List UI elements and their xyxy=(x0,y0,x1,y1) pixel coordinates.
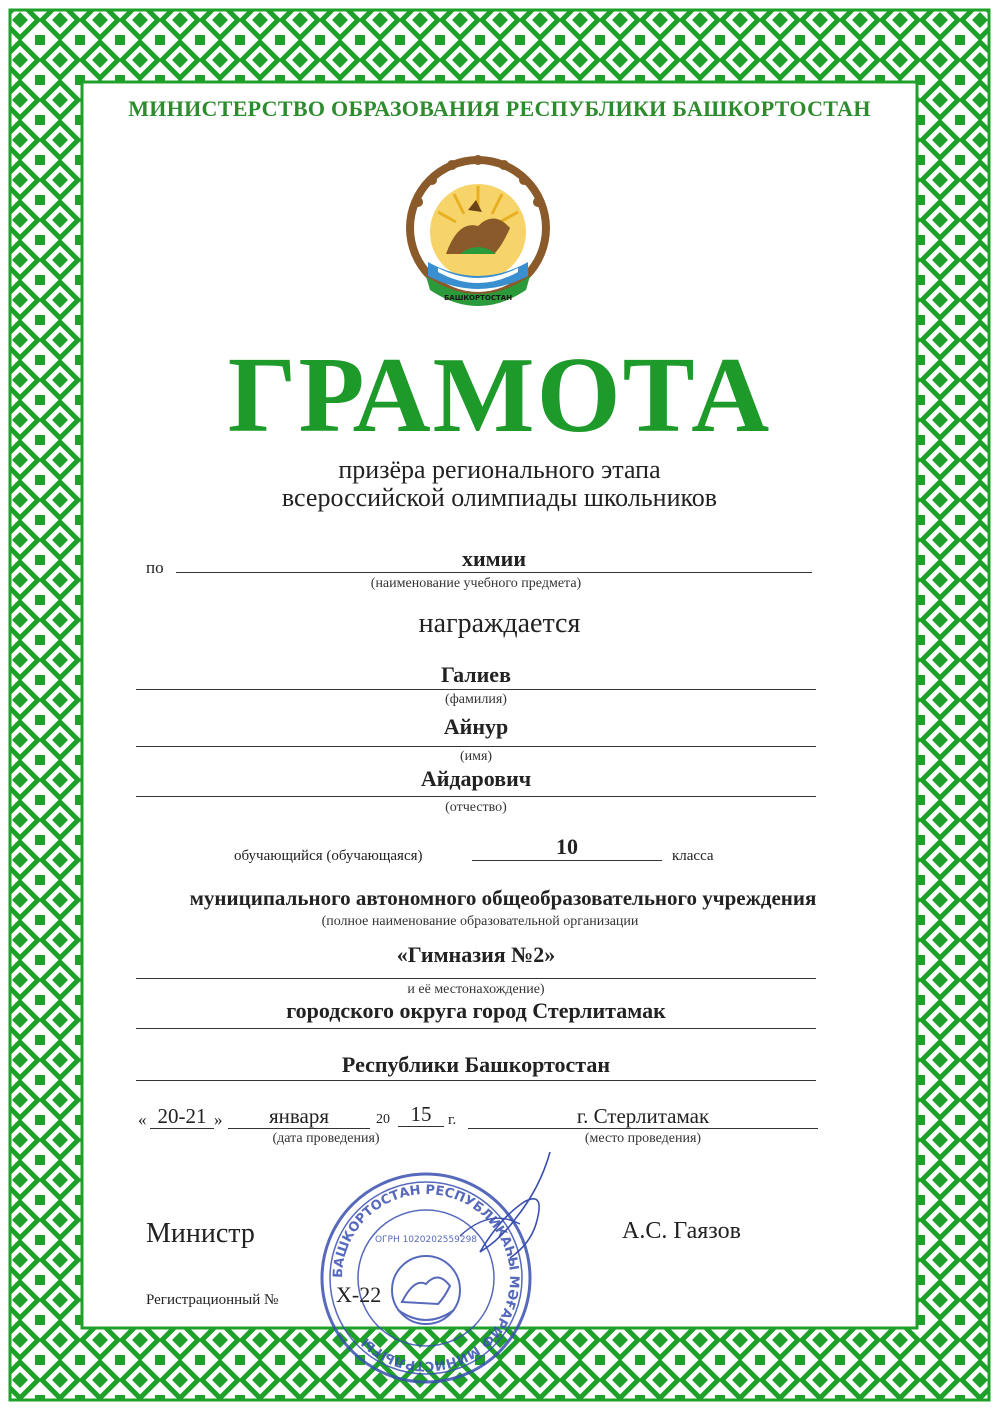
date-days-line xyxy=(150,1128,214,1129)
place-line xyxy=(468,1128,818,1129)
ministry-header: МИНИСТЕРСТВО ОБРАЗОВАНИЯ РЕСПУБЛИКИ БАШКОРТОСТАН xyxy=(128,96,871,121)
place-value: г. Стерлитамак xyxy=(576,1104,710,1128)
grade-line xyxy=(472,860,662,861)
signature-icon xyxy=(420,1148,570,1268)
date-open-quote: « xyxy=(138,1110,147,1129)
grade-prefix: обучающийся (обучающаяся) xyxy=(234,848,423,864)
stamp-ring-text: БАШКОРТОСТАН РЕСПУБЛИКАҺЫ МӘҒАРИФ МИНИСТРЛЫҒЫ xyxy=(330,1182,522,1374)
subject-value: химии xyxy=(461,546,526,571)
registration-number: Х-22 xyxy=(336,1282,382,1307)
school-line-3: городского округа город Стерлитамак xyxy=(286,998,666,1023)
grade-suffix: класса xyxy=(672,848,714,864)
subtitle-line-2: всероссийской олимпиады школьников xyxy=(281,483,718,512)
patronymic-value: Айдарович xyxy=(420,766,532,791)
date-caption: (дата проведения) xyxy=(272,1131,380,1146)
surname-value: Галиев xyxy=(441,662,511,687)
registration-label: Регистрационный № xyxy=(146,1292,279,1308)
school-line-1: муниципального автономного общеобразовательного учреждения xyxy=(189,886,817,910)
subject-line xyxy=(176,572,812,573)
emblem-text: БАШКОРТОСТАН xyxy=(443,294,513,302)
school-line-4: Республики Башкортостан xyxy=(341,1052,611,1077)
school-caption-1: (полное наименование образовательной организации xyxy=(321,914,639,929)
date-year-line xyxy=(398,1126,444,1127)
surname-line xyxy=(136,689,816,690)
name-value: Айнур xyxy=(443,714,509,739)
signer-title: Министр xyxy=(146,1218,255,1249)
school-caption-2: и её местонахождение) xyxy=(407,982,545,997)
certificate-title: ГРАМОТА xyxy=(227,336,772,455)
date-month-line xyxy=(228,1128,370,1129)
school-line-2: «Гимназия №2» xyxy=(396,942,556,967)
subtitle-line-1: призёра регионального этапа xyxy=(338,455,661,484)
school-underline-2 xyxy=(136,978,816,979)
grade-value: 10 xyxy=(556,834,578,859)
date-year-prefix: 20 xyxy=(376,1112,390,1127)
subject-prefix: по xyxy=(146,558,164,577)
date-year-suffix: г. xyxy=(448,1112,457,1128)
subject-caption: (наименование учебного предмета) xyxy=(370,576,582,591)
awarded-label: награждается xyxy=(418,608,581,639)
stamp-ogrn: ОГРН 1020202559298 xyxy=(374,1235,478,1245)
name-line xyxy=(136,746,816,747)
school-underline-3 xyxy=(136,1028,816,1029)
school-underline-4 xyxy=(136,1080,816,1081)
bashkortostan-emblem-icon xyxy=(398,150,558,322)
patronymic-line xyxy=(136,796,816,797)
signer-name: А.С. Гаязов xyxy=(622,1218,741,1244)
name-caption: (имя) xyxy=(459,749,493,764)
date-close-quote: » xyxy=(214,1110,223,1129)
place-caption: (место проведения) xyxy=(584,1131,702,1146)
date-days: 20-21 xyxy=(157,1104,207,1128)
surname-caption: (фамилия) xyxy=(445,692,507,707)
patronymic-caption: (отчество) xyxy=(445,800,507,815)
date-year: 15 xyxy=(410,1102,432,1126)
date-month: января xyxy=(268,1104,330,1128)
